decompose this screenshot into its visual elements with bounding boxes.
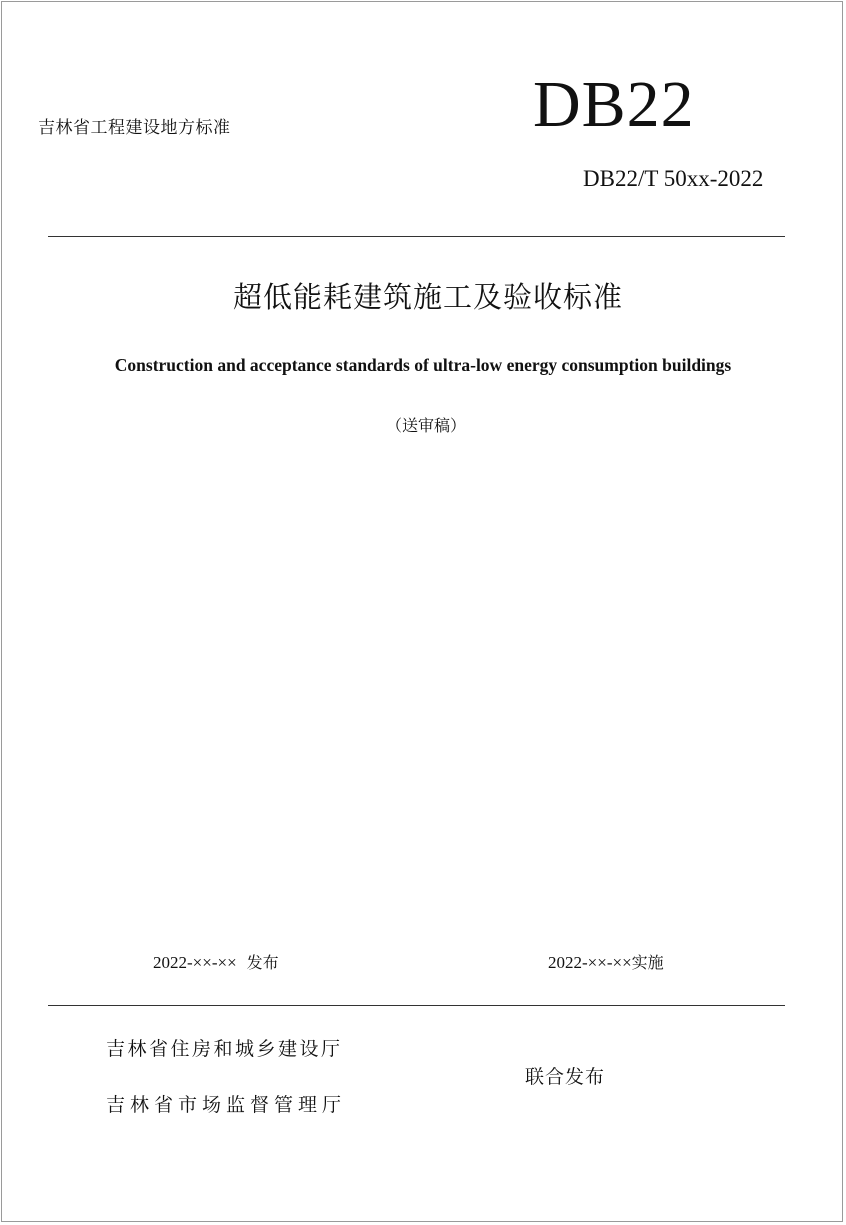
standard-code-logo: DB22 <box>533 68 695 141</box>
publish-label: 发布 <box>246 953 279 972</box>
agency-standard-label: 吉林省工程建设地方标准 <box>38 118 231 138</box>
publish-date-value: 2022-××-×× <box>153 953 237 972</box>
implement-date-value: 2022-××-×× <box>548 953 632 972</box>
standard-number: DB22/T 50xx-2022 <box>583 166 764 191</box>
implement-date <box>548 950 664 973</box>
issuer-market-supervision: 吉林省市场监督管理厅 <box>106 1094 347 1116</box>
joint-publish-label: 联合发布 <box>525 1066 606 1088</box>
bottom-divider <box>48 1005 785 1006</box>
document-title-chinese: 超低能耗建筑施工及验收标准 <box>232 280 623 314</box>
implement-label: 实施 <box>631 953 664 972</box>
issuer-housing-department: 吉林省住房和城乡建设厅 <box>106 1038 343 1060</box>
document-title-english: Construction and acceptance standards of ultra-low energy consumption buildings <box>114 355 732 375</box>
draft-status-label: （送审稿） <box>385 416 466 435</box>
publish-date <box>153 950 279 973</box>
top-divider <box>48 236 785 237</box>
